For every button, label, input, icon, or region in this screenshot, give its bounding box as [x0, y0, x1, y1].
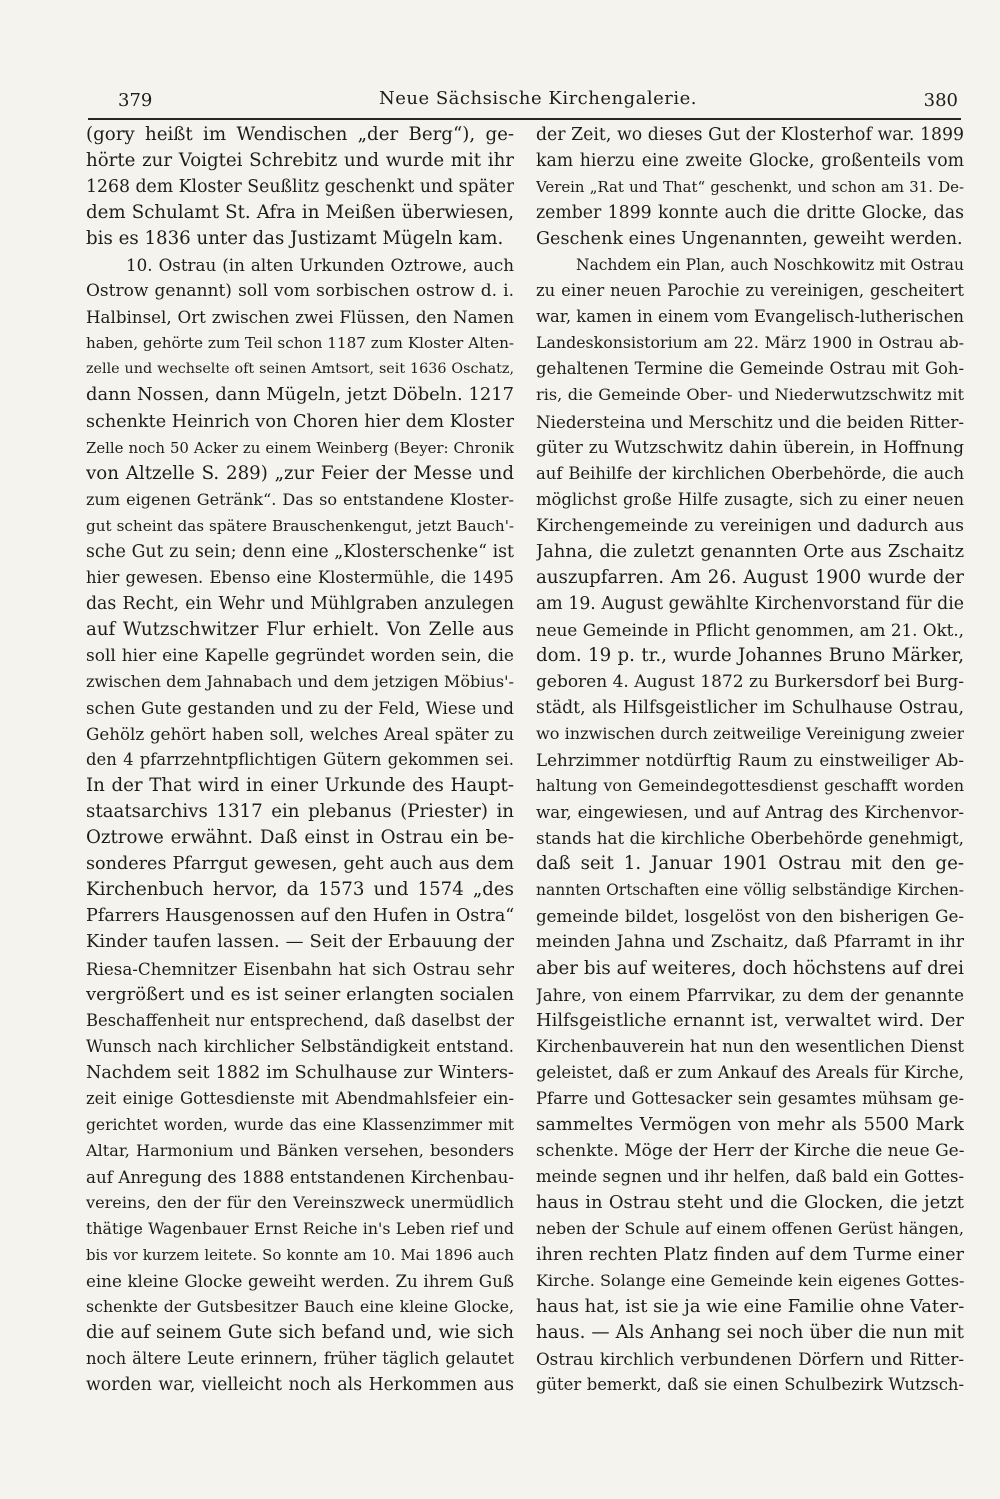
page-number-left: 379	[118, 90, 153, 111]
text-line: Kirchengemeinde zu vereinigen und dadurch aus	[536, 515, 964, 536]
running-title: Neue Sächsische Kirchengalerie.	[378, 88, 697, 109]
text-line: Gehölz gehört haben soll, welches Areal später zu	[86, 724, 514, 745]
text-line: eine kleine Glocke geweiht werden. Zu ihrem Guß	[86, 1271, 514, 1292]
text-line: war, eingewiesen, und auf Antrag des Kirchenvor-	[536, 802, 964, 823]
text-line: Geschenk eines Ungenannten, geweiht werden.	[536, 229, 963, 250]
text-line: geleistet, daß er zum Ankauf des Areals für Kirche,	[536, 1062, 964, 1082]
text-line: ris, die Gemeinde Ober- und Niederwutzschwitz mit	[536, 385, 964, 405]
text-line: schen Gute gestanden und zu der Feld, Wiese und	[86, 698, 514, 719]
text-line: güter bemerkt, daß sie einen Schulbezirk Wutzsch-	[536, 1375, 964, 1395]
text-line: Kirche. Solange eine Gemeinde kein eigenes Gottes-	[536, 1271, 964, 1291]
text-line: Kirchenbuch hervor, da 1573 und 1574 „des	[86, 879, 514, 901]
text-line: Altar, Harmonium und Bänken versehen, besonders	[86, 1140, 514, 1160]
text-line: meinden Jahna und Zschaitz, daß Pfarramt in ihr	[536, 932, 964, 953]
text-line: zeit einige Gottesdienste mit Abendmahlsfeier ein-	[86, 1088, 514, 1108]
text-line: schenkte. Möge der Herr der Kirche die neue Ge-	[536, 1140, 964, 1161]
text-line: möglichst große Hilfe zusagte, sich zu einer neuen	[536, 489, 964, 509]
text-line: das Recht, ein Wehr und Mühlgraben anzulegen	[86, 593, 514, 614]
text-line: soll hier eine Kapelle gegründet worden sein, die	[86, 645, 514, 666]
text-line: gemeinde bildet, losgelöst von den bisherigen Ge-	[536, 906, 964, 927]
text-line: Oztrowe erwähnt. Daß einst in Ostrau ein be-	[86, 827, 514, 849]
text-line: städt, als Hilfsgeistlicher im Schulhause Ostrau,	[536, 698, 964, 719]
text-line: auf Beihilfe der kirchlichen Oberbehörde, die auch	[536, 463, 964, 483]
text-line: schenkte der Gutsbesitzer Bauch eine kleine Glocke,	[86, 1297, 514, 1317]
text-line: dem Schulamt St. Afra in Meißen überwiesen,	[86, 202, 514, 224]
text-line: Kinder taufen lassen. — Seit der Erbauung der	[86, 931, 514, 953]
right-column	[536, 122, 964, 1398]
text-line: Pfarre und Gottesacker sein gesamtes mühsam ge-	[536, 1088, 964, 1108]
text-line: Hilfsgeistliche ernannt ist, verwaltet wird. Der	[536, 1009, 964, 1031]
text-line: sonderes Pfarrgut gewesen, geht auch aus dem	[86, 854, 514, 875]
text-line: zember 1899 konnte auch die dritte Glocke, das	[536, 203, 964, 224]
text-line: neue Gemeinde in Pflicht genommen, am 21. Okt.,	[536, 619, 964, 640]
text-line: Pfarrers Hausgenossen auf den Hufen in Ostra“	[86, 906, 514, 927]
text-line: am 19. August gewählte Kirchenvorstand für die	[536, 593, 964, 614]
page-number-right: 380	[923, 90, 958, 111]
text-line: haus hat, ist sie ja wie eine Familie ohne Vater-	[536, 1296, 964, 1318]
text-line: ihren rechten Platz finden auf dem Turme einer	[536, 1245, 964, 1266]
text-line: güter zu Wutzschwitz dahin überein, in Hoffnung	[536, 437, 964, 458]
text-line: haltung von Gemeindegottesdienst geschafft worden	[536, 776, 964, 796]
text-line: haus in Ostrau steht und die Glocken, die jetzt	[536, 1191, 964, 1213]
text-line: Landeskonsistorium am 22. März 1900 in Ostrau ab-	[536, 333, 964, 353]
text-line: der Zeit, wo dieses Gut der Klosterhof war. 1899	[536, 125, 964, 145]
text-line: kam hierzu eine zweite Glocke, großenteils vom	[536, 151, 964, 172]
text-line: Lehrzimmer notdürftig Raum zu einstweiliger Ab-	[536, 750, 964, 771]
text-line: wo inzwischen durch zeitweilige Vereinigung zweier	[536, 724, 964, 744]
text-line: hier gewesen. Ebenso eine Klostermühle, die 1495	[86, 567, 514, 587]
text-line: Halbinsel, Ort zwischen zwei Flüssen, den Namen	[86, 307, 514, 328]
text-line: auszupfarren. Am 26. August 1900 wurde der	[536, 566, 964, 588]
text-line: gehaltenen Termine die Gemeinde Ostrau mit Goh-	[536, 359, 964, 379]
text-line: Ostrow genannt) soll vom sorbischen ostrow d. i.	[86, 281, 514, 302]
text-line: neben der Schule auf einem offenen Gerüst hängen,	[536, 1218, 964, 1238]
text-line: Zelle noch 50 Acker zu einem Weinberg (Beyer: Chronik	[86, 438, 514, 457]
text-line: thätige Wagenbauer Ernst Reiche in's Leben rief und	[86, 1218, 514, 1238]
text-line: von Altzelle S. 289) „zur Feier der Messe und	[86, 462, 514, 484]
text-line: haus. — Als Anhang sei noch über die nun mit	[536, 1322, 964, 1344]
text-line: vergrößert und es ist seiner erlangten socialen	[86, 983, 514, 1005]
text-line: staatsarchivs 1317 ein plebanus (Priester) in	[86, 801, 514, 823]
text-line: daß seit 1. Januar 1901 Ostrau mit den ge-	[536, 853, 964, 875]
text-line: nannten Ortschaften eine völlig selbständige Kirchen-	[536, 881, 964, 900]
text-line: gut scheint das spätere Brauschenkengut, jetzt Bauch'-	[86, 516, 514, 535]
text-line: zu einer neuen Parochie zu vereinigen, gescheitert	[536, 281, 964, 301]
text-line: Kirchenbauverein hat nun den wesentlichen Dienst	[536, 1036, 964, 1056]
text-line: (gory heißt im Wendischen „der Berg“), ge-	[86, 124, 514, 145]
text-line: zelle und wechselte oft seinen Amtsort, seit 1636 Oschatz,	[86, 361, 514, 378]
text-line: In der That wird in einer Urkunde des Haupt-	[86, 775, 514, 797]
header-rule	[88, 118, 961, 120]
text-line: Nachdem ein Plan, auch Noschkowitz mit Ostrau	[576, 256, 964, 275]
text-line: vereins, den der für den Vereinszweck unermüdlich	[86, 1192, 514, 1212]
text-line: Riesa-Chemnitzer Eisenbahn hat sich Ostrau sehr	[86, 958, 514, 979]
text-line: noch ältere Leute erinnern, früher täglich gelautet	[86, 1349, 514, 1369]
text-line: Wunsch nach kirchlicher Selbständigkeit entstand.	[86, 1036, 514, 1056]
text-line: Ostrau kirchlich verbundenen Dörfern und Ritter-	[536, 1349, 964, 1370]
text-line: hörte zur Voigtei Schrebitz und wurde mit ihr	[86, 150, 514, 172]
text-line: sammeltes Vermögen von mehr als 5500 Mark	[536, 1113, 964, 1135]
text-line: Verein „Rat und That“ geschenkt, und schon am 31. De-	[536, 178, 964, 197]
running-header	[118, 86, 958, 118]
text-line: worden war, vielleicht noch als Herkommen aus	[86, 1375, 514, 1396]
text-line: auf Wutzschwitzer Flur erhielt. Von Zelle aus	[86, 618, 514, 640]
text-line: meinde segnen und ihr helfen, daß bald ein Gottes-	[536, 1166, 964, 1186]
left-column	[86, 122, 514, 1398]
text-line: Beschaffenheit nur entsprechend, daß daselbst der	[86, 1010, 514, 1030]
text-line: war, kamen in einem vom Evangelisch-lutherischen	[536, 307, 964, 327]
text-line: 1268 dem Kloster Seußlitz geschenkt und später	[86, 177, 514, 198]
text-line: bis es 1836 unter das Justizamt Mügeln kam.	[86, 228, 504, 250]
text-line: gerichtet worden, wurde das eine Klassenzimmer mit	[86, 1115, 514, 1134]
text-line: aber bis auf weiteres, doch höchstens auf drei	[536, 957, 964, 979]
text-line: stands hat die kirchliche Oberbehörde genehmigt,	[536, 828, 964, 849]
text-line: geboren 4. August 1872 zu Burkersdorf bei Burg-	[536, 671, 964, 692]
text-line: sche Gut zu sein; denn eine „Klosterschenke“ ist	[86, 541, 514, 562]
text-line: schenkte Heinrich von Choren hier dem Kloster	[86, 411, 514, 432]
text-line: zwischen dem Jahnabach und dem jetzigen Möbius'-	[86, 671, 514, 691]
text-line: den 4 pfarrzehntpflichtigen Gütern gekommen sei.	[86, 750, 514, 770]
text-line: zum eigenen Getränk“. Das so entstandene Kloster-	[86, 489, 514, 509]
text-line: Niedersteina und Merschitz und die beiden Ritter-	[536, 411, 964, 432]
text-line: dom. 19 p. tr., wurde Johannes Bruno Märker,	[536, 644, 964, 666]
text-line: Nachdem seit 1882 im Schulhause zur Winters-	[86, 1062, 514, 1083]
text-line: haben, gehörte zum Teil schon 1187 zum Kloster Alten-	[86, 334, 514, 353]
text-line: dann Nossen, dann Mügeln, jetzt Döbeln. 1217	[86, 384, 514, 406]
text-line: die auf seinem Gute sich befand und, wie sich	[86, 1322, 514, 1344]
text-line: Jahna, die zuletzt genannten Orte aus Zschaitz	[536, 540, 964, 562]
text-line: Jahre, von einem Pfarrvikar, zu dem der genannte	[536, 984, 964, 1005]
text-line: auf Anregung des 1888 entstandenen Kirchenbau-	[86, 1166, 514, 1187]
text-line: bis vor kurzem leitete. So konnte am 10. Mai 1896 auch	[86, 1246, 514, 1265]
text-line: 10. Ostrau (in alten Urkunden Oztrowe, auch	[126, 255, 514, 276]
